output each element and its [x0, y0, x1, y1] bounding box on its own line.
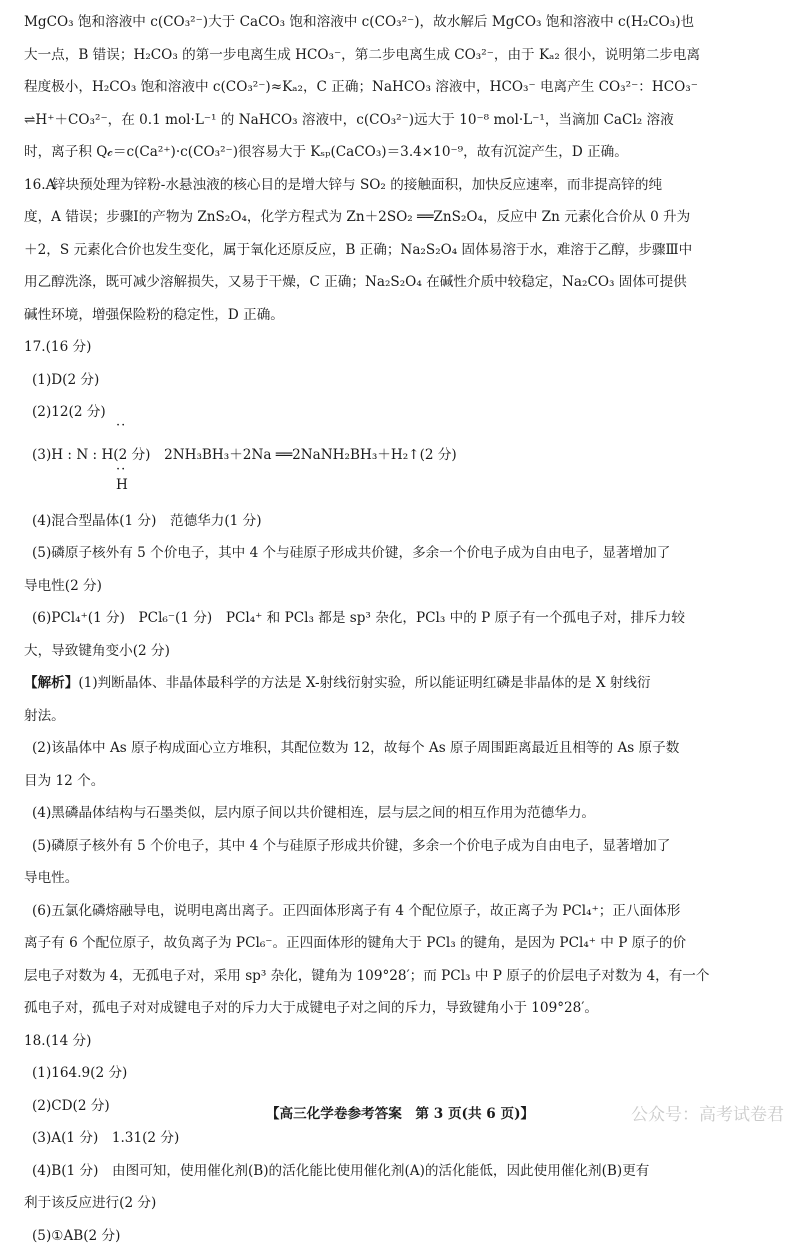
answer-line: (2)CD(2 分) — [24, 1090, 776, 1123]
analysis-line: (4)黑磷晶体结构与石墨类似，层内原子间以共价键相连，层与层之间的相互作用为范德华力。 — [24, 797, 776, 830]
text-line: 用乙醇洗涤，既可减少溶解损失，又易于干燥，C 正确；Na₂S₂O₄ 在碱性介质中较稳定，Na₂CO₃ 固体可提供 — [24, 266, 776, 299]
text-line: 大，导致键角变小(2 分) — [24, 635, 776, 668]
text-line: ⇌H⁺＋CO₃²⁻，在 0.1 mol·L⁻¹ 的 NaHCO₃ 溶液中，c(CO₃²⁻)远大于 10⁻⁸ mol·L⁻¹，当滴加 CaCl₂ 溶液 — [24, 104, 776, 137]
question-17-heading: 17.(16 分) — [24, 331, 776, 364]
question-18-heading: 18.(14 分) — [24, 1025, 776, 1058]
text-line: 大一点，B 错误；H₂CO₃ 的第一步电离生成 HCO₃⁻，第二步电离生成 CO₃²⁻，由于 Kₐ₂ 很小，说明第二步电离 — [24, 39, 776, 72]
formula-line: (3)H : N : H(2 分) 2NH₃BH₃＋2Na ══2NaNH₂BH₃＋H₂↑(2 分) — [32, 439, 457, 471]
answer-line: (2)12(2 分) — [24, 396, 776, 429]
answer-line: (6)PCl₄⁺(1 分) PCl₆⁻(1 分) PCl₄⁺ 和 PCl₃ 都是 sp³ 杂化，PCl₃ 中的 P 原子有一个孤电子对，排斥力较 — [24, 602, 776, 635]
analysis-line — [24, 667, 776, 700]
text-line: 利于该反应进行(2 分) — [24, 1187, 776, 1220]
text-line: 层电子对数为 4，无孤电子对，采用 sp³ 杂化，键角为 109°28′；而 PCl₃ 中 P 原子的价层电子对数为 4，有一个 — [24, 960, 776, 993]
text-line: 度，A 错误；步骤Ⅰ的产物为 ZnS₂O₄，化学方程式为 Zn＋2SO₂ ══ZnS₂O₄，反应中 Zn 元素化合价从 0 升为 — [24, 201, 776, 234]
text-line: 碱性环境，增强保险粉的稳定性，D 正确。 — [24, 299, 776, 332]
text-line: 射法。 — [24, 700, 776, 733]
answer-line: (5)磷原子核外有 5 个价电子，其中 4 个与硅原子形成共价键，多余一个价电子成为自由电子，显著增加了 — [24, 537, 776, 570]
question-16-head: 16.A — [24, 169, 52, 202]
text-line: (1)判断晶体、非晶体最科学的方法是 X-射线衍射实验，所以能证明红磷是非晶体的是 X 射线衍 — [78, 675, 650, 691]
analysis-line: (2)该晶体中 As 原子构成面心立方堆积，其配位数为 12，故每个 As 原子周围距离最近且相等的 As 原子数 — [24, 732, 776, 765]
electron-dot-formula — [24, 429, 776, 505]
page-content — [24, 6, 776, 1252]
answer-line: (3)A(1 分) 1.31(2 分) — [24, 1122, 776, 1155]
text-line: 导电性。 — [24, 862, 776, 895]
text-line: 时，离子积 Q𝒸＝c(Ca²⁺)·c(CO₃²⁻)很容易大于 Kₛₚ(CaCO₃)＝3.4×10⁻⁹，故有沉淀产生，D 正确。 — [24, 136, 776, 169]
analysis-line: (5)磷原子核外有 5 个价电子，其中 4 个与硅原子形成共价键，多余一个价电子成为自由电子，显著增加了 — [24, 830, 776, 863]
answer-line: (5)①AB(2 分) — [24, 1220, 776, 1252]
page-footer: 【高三化学卷参考答案 第 3 页(共 6 页)】 — [0, 1102, 800, 1126]
text-line: 导电性(2 分) — [24, 570, 776, 603]
text-line: 程度极小，H₂CO₃ 饱和溶液中 c(CO₃²⁻)≈Kₐ₂，C 正确；NaHCO₃ 溶液中，HCO₃⁻ 电离产生 CO₃²⁻：HCO₃⁻ — [24, 71, 776, 104]
text-line: 离子有 6 个配位原子，故负离子为 PCl₆⁻。正四面体形的键角大于 PCl₃ 的键角，是因为 PCl₄⁺ 中 P 原子的价 — [24, 927, 776, 960]
text-line: 孤电子对，孤电子对对成键电子对的斥力大于成键电子对之间的斥力，导致键角小于 109°28′。 — [24, 992, 776, 1025]
answer-line: (4)混合型晶体(1 分) 范德华力(1 分) — [24, 505, 776, 538]
analysis-label: 【解析】 — [24, 675, 78, 691]
answer-line: (4)B(1 分) 由图可知，使用催化剂(B)的活化能比使用催化剂(A)的活化能低，因此使用催化剂(B)更有 — [24, 1155, 776, 1188]
watermark: 公众号：高考试卷君 — [631, 1100, 784, 1130]
formula-h-bottom: H — [116, 473, 128, 497]
answer-line: (1)D(2 分) — [24, 364, 776, 397]
text-line: ＋2，S 元素化合价也发生变化，属于氧化还原反应，B 正确；Na₂S₂O₄ 固体易溶于水，难溶于乙醇，步骤Ⅲ中 — [24, 234, 776, 267]
answer-line: (1)164.9(2 分) — [24, 1057, 776, 1090]
analysis-line: (6)五氯化磷熔融导电，说明电离出离子。正四面体形离子有 4 个配位原子，故正离子为 PCl₄⁺；正八面体形 — [24, 895, 776, 928]
text-line: 目为 12 个。 — [24, 765, 776, 798]
lone-pair-dots-bottom: ·· — [116, 463, 126, 477]
question-16-line — [24, 169, 776, 202]
lone-pair-dots-top: ·· — [116, 419, 126, 433]
text-line: 锌块预处理为锌粉-水悬浊液的核心目的是增大锌与 SO₂ 的接触面积，加快反应速率，而非提高锌的纯 — [52, 177, 662, 193]
text-line: MgCO₃ 饱和溶液中 c(CO₃²⁻)大于 CaCO₃ 饱和溶液中 c(CO₃²⁻)，故水解后 MgCO₃ 饱和溶液中 c(H₂CO₃)也 — [24, 6, 776, 39]
